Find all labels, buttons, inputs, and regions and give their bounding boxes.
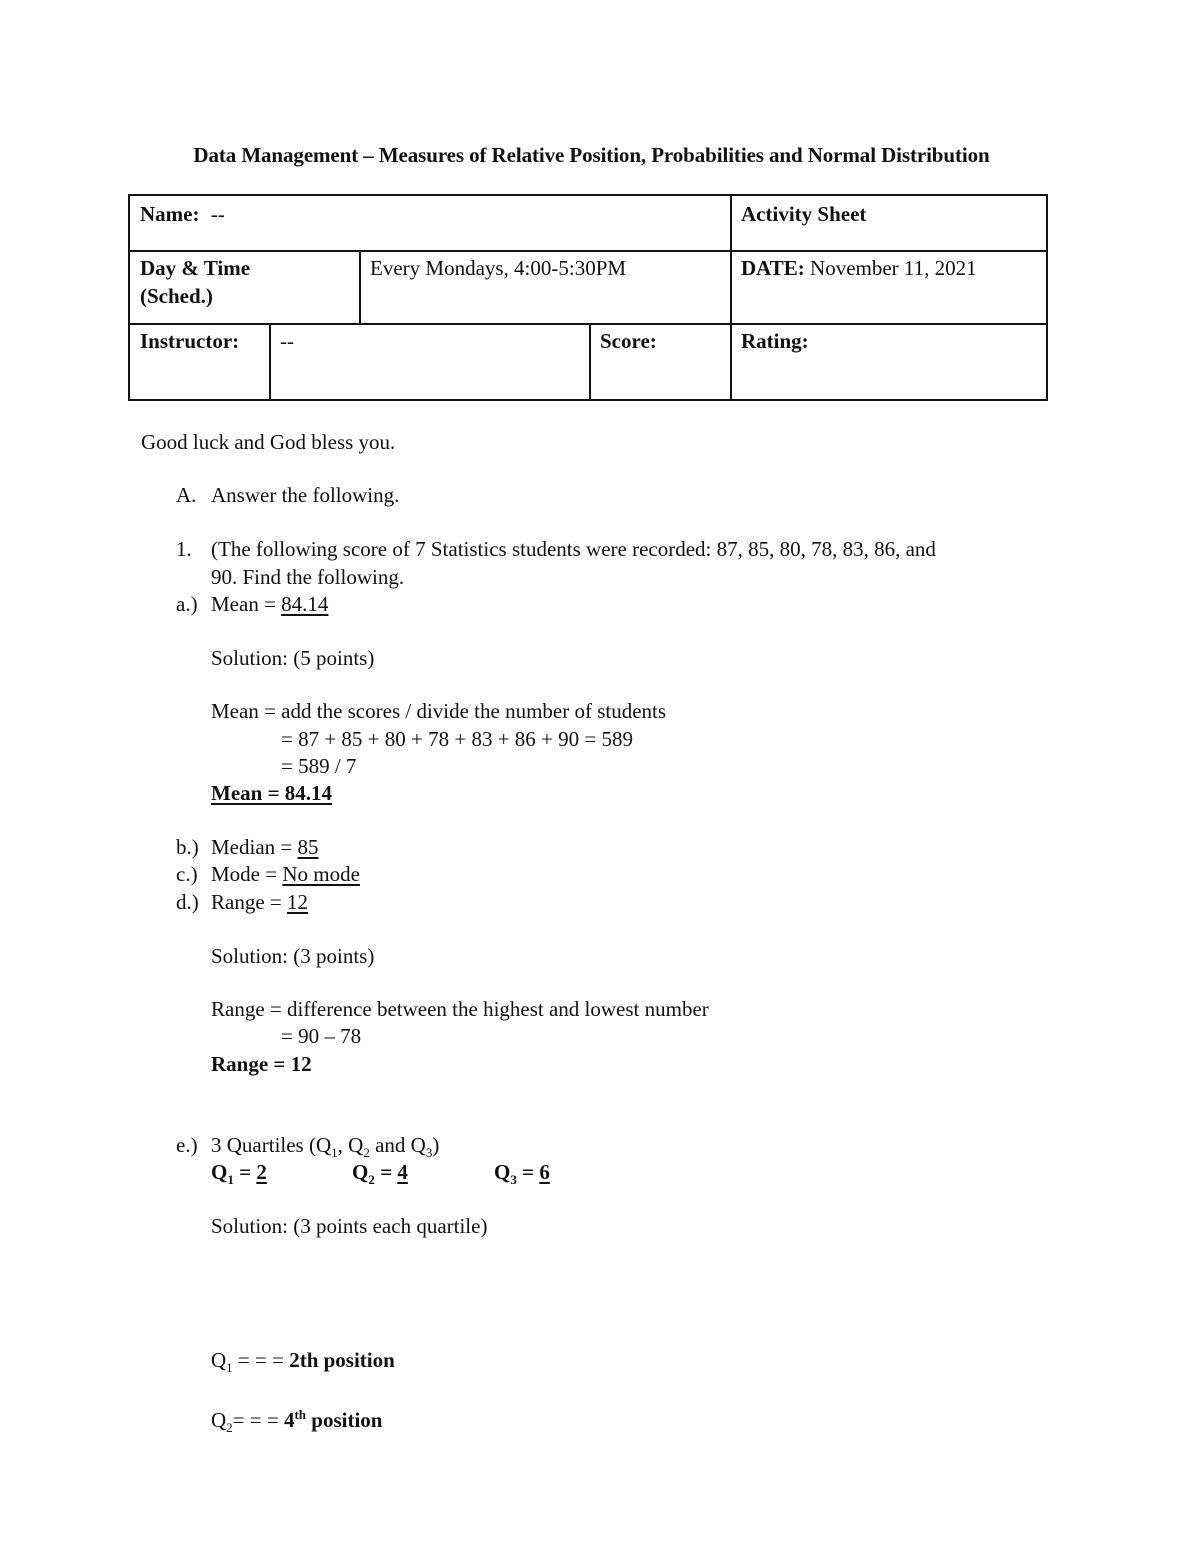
info-table [128,194,1048,401]
question-1-line2: 90. Find the following. [211,565,405,589]
q2-position-number: 4 [283,1408,295,1432]
mode-value: No mode [282,862,360,886]
date-label: DATE: [741,256,805,280]
item-b-marker: b.) [176,835,199,859]
range-step-1: Range = difference between the highest and lowest number [211,997,709,1021]
question-1-marker: 1. [176,537,192,561]
quartiles-heading-text: 3 Quartiles (Q [211,1133,332,1157]
mean-value: 84.14 [281,592,329,616]
subscript: 3 [425,1145,433,1161]
section-a-marker: A. [176,483,197,507]
date-cell [731,250,1046,286]
date-value: November 11, 2021 [810,256,977,280]
subscript: 1 [331,1145,338,1161]
q3-answer [494,1158,550,1194]
subscript: 3 [510,1172,517,1188]
day-time-value: Every Mondays, 4:00-5:30PM [370,256,627,280]
subscript: 2 [363,1145,370,1161]
range-solution-heading: Solution: (3 points) [211,944,375,968]
mean-step-2: = 87 + 85 + 80 + 78 + 83 + 86 + 90 = 589 [281,727,633,751]
quartiles-heading-text: ) [432,1133,440,1157]
name-cell [130,196,730,232]
mean-step-3: = 589 / 7 [281,754,357,778]
day-time-label [130,250,359,314]
mean-answer [211,590,328,618]
q3-symbol: Q [494,1160,511,1184]
superscript: th [294,1407,307,1422]
q2-value: 4 [397,1160,408,1184]
activity-sheet-label: Activity Sheet [741,202,867,226]
instructor-value: -- [280,329,294,353]
question-1-line1: (The following score of 7 Statistics students were recorded: 87, 85, 80, 78, 83, 86, and [211,537,936,561]
subscript: 1 [227,1172,234,1188]
equals: = = = [232,1408,284,1432]
q2-position [211,1401,382,1442]
q1-symbol: Q [211,1348,227,1372]
subscript: 2 [226,1420,233,1436]
q1-value: 2 [256,1160,267,1184]
q2-answer [352,1158,408,1194]
equals: = [233,1160,257,1184]
median-answer [211,833,319,861]
q1-position-value: 2th position [289,1348,395,1372]
equals: = [374,1160,398,1184]
q1-answer [211,1158,267,1194]
mode-answer [211,860,360,888]
subscript: 1 [226,1360,233,1376]
q1-position [211,1346,395,1382]
name-value: -- [210,202,225,226]
quartiles-solution-heading: Solution: (3 points each quartile) [211,1214,488,1238]
score-label: Score: [600,329,657,353]
equals: = = = [232,1348,290,1372]
item-c-marker: c.) [176,862,198,886]
quartiles-heading-text: and Q [369,1133,426,1157]
range-step-2: = 90 – 78 [281,1024,362,1048]
equals: = [516,1160,540,1184]
range-result: Range = 12 [211,1052,312,1076]
greeting: Good luck and God bless you. [141,430,396,454]
q2-symbol: Q [211,1408,227,1432]
mode-label: Mode = [211,862,283,886]
instructor-label: Instructor: [140,329,240,353]
range-answer [211,888,308,916]
q2-symbol: Q [352,1160,369,1184]
q1-symbol: Q [211,1160,228,1184]
name-label: Name: [140,202,200,226]
mean-result: Mean = 84.14 [211,781,333,805]
q2-position-word: position [306,1408,383,1432]
item-d-marker: d.) [176,890,199,914]
day-time-label-line2: (Sched.) [140,284,213,308]
range-label: Range = [211,890,287,914]
item-e-marker: e.) [176,1133,198,1157]
median-label: Median = [211,835,298,859]
mean-step-1: Mean = add the scores / divide the number of students [211,699,667,723]
q3-value: 6 [539,1160,550,1184]
document-title: Data Management – Measures of Relative Position, Probabilities and Normal Distribution [193,143,990,167]
subscript: 2 [368,1172,375,1188]
mean-label: Mean = [211,592,282,616]
median-value: 85 [297,835,319,859]
mean-solution-heading: Solution: (5 points) [211,646,375,670]
rating-label: Rating: [741,329,809,353]
quartiles-heading-text: , Q [337,1133,364,1157]
item-a-marker: a.) [176,592,198,616]
range-value: 12 [287,890,308,914]
day-time-label-line1: Day & Time [140,256,251,280]
section-a-text: Answer the following. [211,483,400,507]
